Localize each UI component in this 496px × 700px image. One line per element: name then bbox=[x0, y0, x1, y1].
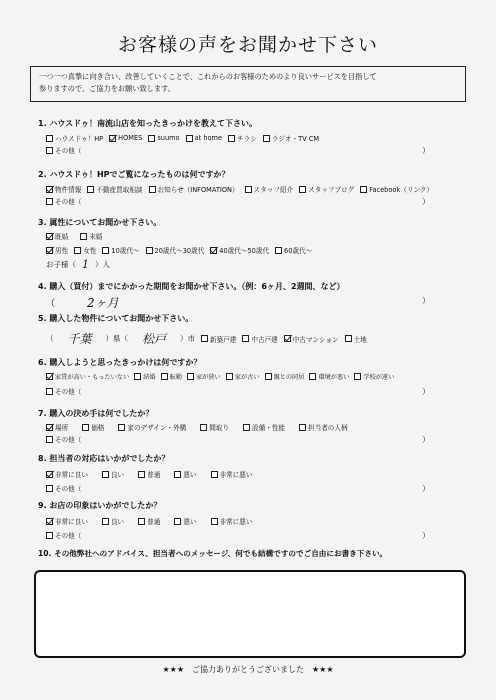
checkbox[interactable] bbox=[161, 373, 168, 380]
checkbox[interactable] bbox=[134, 373, 141, 380]
q6-other-close: ） bbox=[422, 387, 430, 396]
q1-option[interactable]: at home bbox=[186, 134, 222, 142]
checkbox[interactable] bbox=[46, 436, 53, 443]
q8-option[interactable]: 非常に悪い bbox=[211, 469, 253, 479]
q6-options bbox=[46, 372, 394, 381]
q1-option[interactable]: チラシ bbox=[228, 133, 257, 143]
q6-title: 6. 購入しようと思ったきっかけは何ですか？ bbox=[38, 358, 202, 367]
q3-option[interactable]: 60歳代～ bbox=[275, 245, 312, 255]
checkbox[interactable] bbox=[354, 373, 361, 380]
q6-option[interactable]: 親との同居 bbox=[265, 372, 305, 381]
checkbox[interactable] bbox=[46, 135, 53, 142]
q2-option[interactable]: スタッフ紹介 bbox=[245, 184, 294, 194]
q6-option[interactable]: 環境が悪い bbox=[309, 372, 349, 381]
q9-other[interactable]: その他（ bbox=[46, 530, 81, 540]
q3-option[interactable]: 既婚 bbox=[46, 231, 68, 241]
q7-option[interactable]: 価格 bbox=[82, 422, 104, 432]
q8-option[interactable]: 普通 bbox=[138, 469, 160, 479]
checkbox[interactable] bbox=[46, 532, 53, 539]
q6-option[interactable]: 結婚 bbox=[134, 372, 155, 381]
checkbox[interactable] bbox=[82, 424, 89, 431]
q7-other-close: ） bbox=[422, 435, 430, 444]
page-title: お客様の声をお聞かせ下さい bbox=[117, 34, 378, 56]
intro-line-1: 一つ一つ真摯に向き合い、改善していくことで、これからのお客様のためのより良いサービスを目指して bbox=[39, 72, 377, 81]
checkbox[interactable] bbox=[299, 424, 306, 431]
q9-option[interactable]: 普通 bbox=[138, 516, 160, 526]
q1-options bbox=[46, 133, 325, 143]
q7-option[interactable]: 担当者の人柄 bbox=[299, 422, 348, 432]
q3-children: お子様（ 1 ）人 bbox=[46, 258, 110, 271]
q7-option[interactable]: 間取り bbox=[200, 422, 229, 432]
q5-option[interactable]: 中古戸建 bbox=[242, 334, 277, 344]
q5-title: 5. 購入した物件についてお聞かせ下さい。 bbox=[38, 314, 194, 323]
q1-option[interactable]: HOMES bbox=[109, 134, 142, 142]
q7-option[interactable]: 場所 bbox=[46, 422, 68, 432]
q8-options bbox=[46, 469, 259, 479]
q2-options bbox=[46, 184, 439, 194]
q7-option[interactable]: 設備・性能 bbox=[243, 422, 285, 432]
checkbox[interactable] bbox=[186, 135, 193, 142]
q1-option[interactable]: ラジオ・TV CM bbox=[263, 133, 319, 143]
checkbox[interactable] bbox=[102, 518, 109, 525]
q2-title: 2. ハウスドゥ！HPでご覧になったものは何ですか？ bbox=[38, 170, 230, 179]
q7-title: 7. 購入の決め手は何でしたか？ bbox=[38, 409, 154, 418]
checkbox[interactable] bbox=[46, 233, 53, 240]
checkbox[interactable] bbox=[146, 247, 153, 254]
q1-option[interactable]: ハウスドゥ！HP bbox=[46, 133, 103, 143]
checkbox[interactable] bbox=[211, 518, 218, 525]
q9-option[interactable]: 良い bbox=[102, 516, 124, 526]
q8-option[interactable]: 悪い bbox=[174, 469, 196, 479]
q5-prefecture[interactable]: 千葉 bbox=[67, 332, 92, 346]
q5-option[interactable]: 土地 bbox=[345, 334, 367, 344]
checkbox[interactable] bbox=[275, 247, 282, 254]
checkbox[interactable] bbox=[138, 518, 145, 525]
q2-option[interactable]: Facebook（リンク） bbox=[360, 184, 433, 194]
q1-title: 1. ハウスドゥ！南流山店を知ったきっかけを教えて下さい。 bbox=[38, 119, 257, 128]
checkbox[interactable] bbox=[148, 135, 155, 142]
checkbox[interactable] bbox=[102, 247, 109, 254]
checkbox[interactable] bbox=[149, 186, 156, 193]
q7-option[interactable]: 家のデザイン・外構 bbox=[118, 422, 186, 432]
checkbox[interactable] bbox=[80, 233, 87, 240]
q9-option[interactable]: 悪い bbox=[174, 516, 196, 526]
checkbox[interactable] bbox=[200, 424, 207, 431]
checkbox[interactable] bbox=[284, 335, 291, 342]
checkbox[interactable] bbox=[46, 388, 53, 395]
children-count[interactable]: 1 bbox=[82, 258, 89, 271]
q5-option[interactable]: 中古マンション bbox=[284, 334, 339, 344]
checkbox[interactable] bbox=[174, 518, 181, 525]
q4-close: ） bbox=[422, 296, 430, 305]
q9-option[interactable]: 非常に悪い bbox=[211, 516, 253, 526]
checkbox[interactable] bbox=[345, 335, 352, 342]
q2-option[interactable]: スタッフブログ bbox=[299, 184, 354, 194]
checkbox[interactable] bbox=[265, 373, 272, 380]
q2-option[interactable]: 物件情報 bbox=[46, 184, 81, 194]
checkbox[interactable] bbox=[174, 471, 181, 478]
checkbox[interactable] bbox=[46, 186, 53, 193]
checkbox[interactable] bbox=[46, 485, 53, 492]
checkbox[interactable] bbox=[299, 186, 306, 193]
checkbox[interactable] bbox=[46, 471, 53, 478]
checkbox[interactable] bbox=[109, 135, 116, 142]
q1-other[interactable]: その他（ bbox=[46, 145, 81, 155]
checkbox[interactable] bbox=[102, 471, 109, 478]
q6-option[interactable]: 学校が遠い bbox=[354, 372, 394, 381]
q4-answer-row: （ 2ヶ月 bbox=[46, 296, 119, 310]
q3-option[interactable]: 未婚 bbox=[80, 231, 102, 241]
q8-title: 8. 担当者の対応はいかがでしたか？ bbox=[38, 454, 170, 463]
checkbox[interactable] bbox=[46, 247, 53, 254]
checkbox[interactable] bbox=[226, 373, 233, 380]
q10-title: 10. その他弊社へのアドバイス、担当者へのメッセージ、何でも結構ですのでご自由にお書き下さい。 bbox=[38, 549, 388, 558]
q8-option[interactable]: 非常に良い bbox=[46, 469, 88, 479]
q8-other[interactable]: その他（ bbox=[46, 483, 81, 493]
q6-option[interactable]: 転勤 bbox=[161, 372, 182, 381]
checkbox[interactable] bbox=[138, 471, 145, 478]
q4-title: 4. 購入（買付）までにかかった期間をお聞かせ下さい。（例：6ヶ月、2週間、など） bbox=[38, 282, 345, 291]
q5-option[interactable]: 新築戸建 bbox=[201, 334, 236, 344]
q9-option[interactable]: 非常に良い bbox=[46, 516, 88, 526]
q3-gender-age bbox=[46, 245, 318, 255]
footer-thanks: ★★★ ご協力ありがとうございました ★★★ bbox=[162, 665, 334, 674]
checkbox[interactable] bbox=[46, 518, 53, 525]
checkbox[interactable] bbox=[211, 471, 218, 478]
q9-other-close: ） bbox=[422, 531, 430, 540]
checkbox[interactable] bbox=[118, 424, 125, 431]
checkbox[interactable] bbox=[210, 247, 217, 254]
checkbox[interactable] bbox=[46, 373, 53, 380]
checkbox[interactable] bbox=[263, 135, 270, 142]
checkbox[interactable] bbox=[87, 186, 94, 193]
checkbox[interactable] bbox=[46, 198, 53, 205]
checkbox[interactable] bbox=[243, 424, 250, 431]
checkbox[interactable] bbox=[309, 373, 316, 380]
intro-line-2: 参りますので、ご協力をお願い致します。 bbox=[39, 84, 175, 93]
q10-answer-box[interactable] bbox=[34, 570, 466, 658]
checkbox[interactable] bbox=[46, 424, 53, 431]
q1-option[interactable]: suumo bbox=[148, 134, 179, 142]
q1-other-close: ） bbox=[422, 146, 430, 155]
q7-options bbox=[46, 422, 354, 432]
q3-marital bbox=[46, 231, 108, 241]
q7-other[interactable]: その他（ bbox=[46, 434, 81, 444]
checkbox[interactable] bbox=[242, 335, 249, 342]
q9-title: 9. お店の印象はいかがでしたか？ bbox=[38, 501, 162, 510]
q4-answer[interactable]: 2ヶ月 bbox=[87, 296, 119, 310]
q2-option[interactable]: お知らせ（INFOMATION） bbox=[149, 184, 239, 194]
q2-other[interactable]: その他（ bbox=[46, 196, 81, 206]
q6-other[interactable]: その他（ bbox=[46, 386, 81, 396]
q10-answer bbox=[36, 572, 464, 584]
q6-option[interactable]: 家が古い bbox=[226, 372, 260, 381]
q6-option[interactable]: 家が狭い bbox=[187, 372, 221, 381]
q3-option[interactable]: 40歳代～50歳代 bbox=[210, 245, 269, 255]
q2-other-close: ） bbox=[422, 197, 430, 206]
q2-option[interactable]: 不動産買取相談 bbox=[87, 184, 142, 194]
q3-option[interactable]: 男性 bbox=[46, 245, 68, 255]
checkbox[interactable] bbox=[360, 186, 367, 193]
checkbox[interactable] bbox=[187, 373, 194, 380]
checkbox[interactable] bbox=[46, 147, 53, 154]
q8-option[interactable]: 良い bbox=[102, 469, 124, 479]
q3-option[interactable]: 女性 bbox=[74, 245, 96, 255]
checkbox[interactable] bbox=[228, 135, 235, 142]
q5-city[interactable]: 松戸 bbox=[142, 332, 167, 346]
intro-box bbox=[30, 66, 466, 102]
checkbox[interactable] bbox=[245, 186, 252, 193]
checkbox[interactable] bbox=[74, 247, 81, 254]
q3-option[interactable]: 10歳代～ bbox=[102, 245, 139, 255]
q9-options bbox=[46, 516, 259, 526]
q5-location: （ 千葉 ）県（ 松戸 ）市 新築戸建 中古戸建 中古マンション 土地 bbox=[46, 332, 367, 346]
q3-title: 3. 属性についてお聞かせ下さい。 bbox=[38, 218, 162, 227]
q8-other-close: ） bbox=[422, 484, 430, 493]
q3-option[interactable]: 20歳代～30歳代 bbox=[146, 245, 205, 255]
q6-option[interactable]: 家賃が高い・もったいない bbox=[46, 372, 129, 381]
checkbox[interactable] bbox=[201, 335, 208, 342]
